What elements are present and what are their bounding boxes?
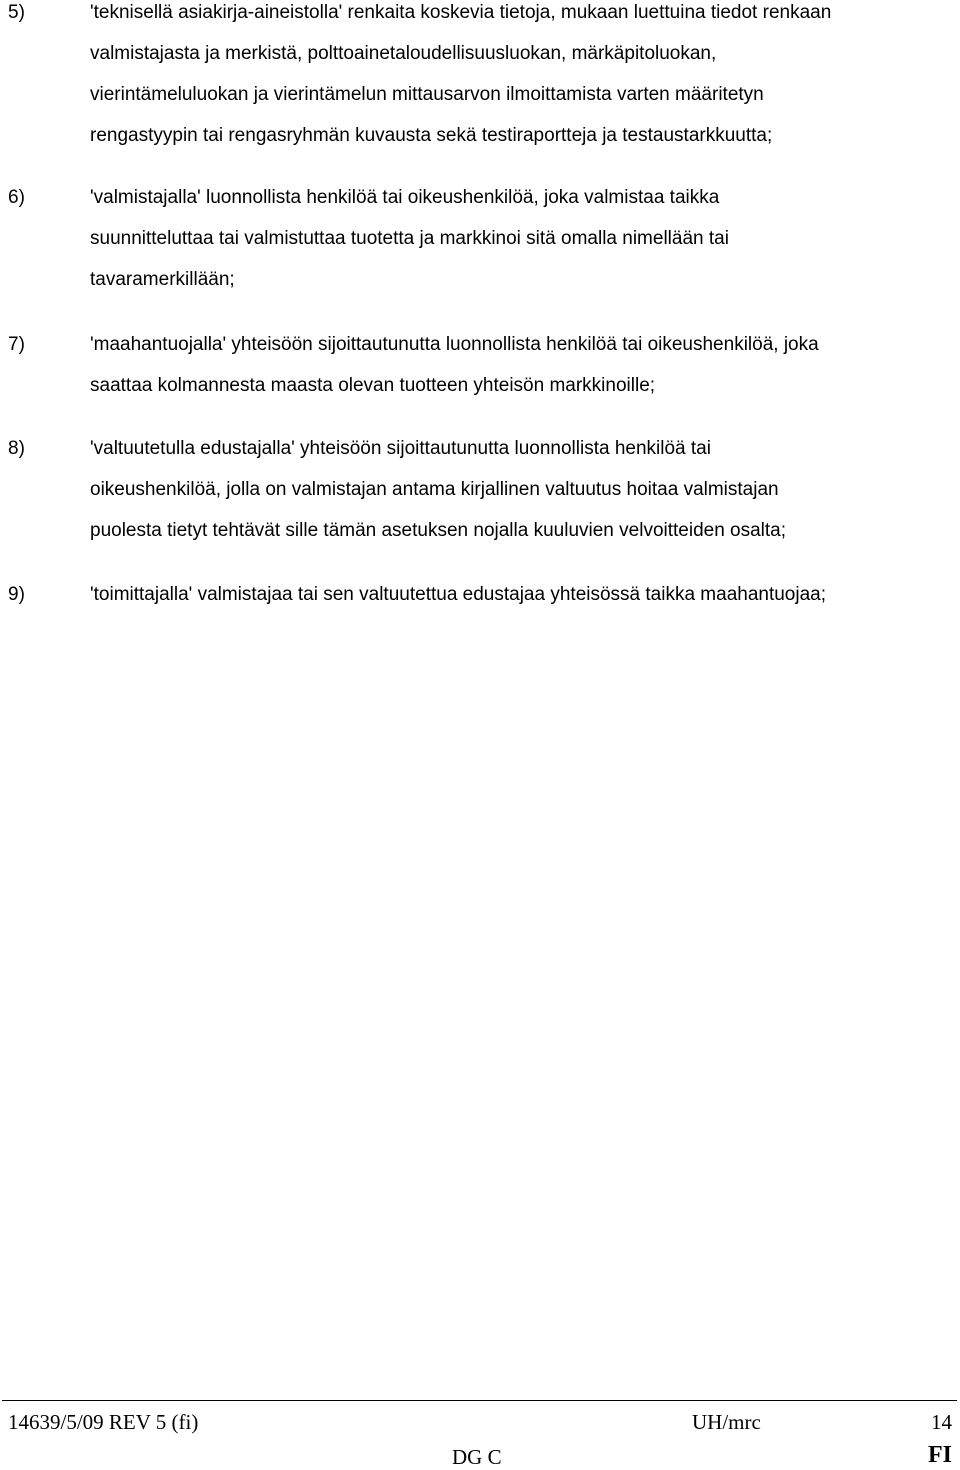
text-line: suunnitteluttaa tai valmistuttaa tuotetta ja markkinoi sitä omalla nimellään tai — [90, 228, 729, 249]
text-line: valmistajasta ja merkistä, polttoainetaloudellisuusluokan, märkäpitoluokan, — [90, 43, 717, 64]
text-line: puolesta tietyt tehtävät sille tämän asetuksen nojalla kuuluvien velvoitteiden osalta; — [90, 520, 787, 541]
text-line: tavaramerkillään; — [90, 269, 235, 290]
text-line: saattaa kolmannesta maasta olevan tuotteen yhteisön markkinoille; — [90, 375, 656, 396]
definition-number: 7) — [8, 334, 25, 355]
text-line: vierintämeluluokan ja vierintämelun mittausarvon ilmoittamista varten määritetyn — [90, 84, 764, 105]
definition-text — [90, 177, 950, 300]
definition-text — [90, 428, 950, 551]
definition-number: 5) — [8, 2, 25, 23]
footer-initials: UH/mrc — [692, 1410, 761, 1434]
text-line: 'valmistajalla' luonnollista henkilöä tai oikeushenkilöä, joka valmistaa taikka — [90, 187, 720, 208]
definition-number: 9) — [8, 584, 25, 605]
footer-rule — [2, 1400, 957, 1401]
footer-doc-reference: 14639/5/09 REV 5 (fi) — [8, 1410, 199, 1434]
definition-number: 6) — [8, 187, 25, 208]
definition-number: 8) — [8, 438, 25, 459]
definition-text — [90, 324, 950, 406]
text-line: rengastyypin tai rengasryhmän kuvausta sekä testiraportteja ja testaustarkkuutta; — [90, 125, 773, 146]
definition-text — [90, 0, 950, 156]
text-line: oikeushenkilöä, jolla on valmistajan antama kirjallinen valtuutus hoitaa valmistajan — [90, 479, 779, 500]
text-line: 'valtuutetulla edustajalla' yhteisöön sijoittautunutta luonnollista henkilöä tai — [90, 438, 711, 459]
text-line: 'toimittajalla' valmistajaa tai sen valtuutettua edustajaa yhteisössä taikka maahantuojaa; — [90, 584, 827, 605]
text-line: 'maahantuojalla' yhteisöön sijoittautunutta luonnollista henkilöä tai oikeushenkilöä, joka — [90, 334, 819, 355]
definition-text — [90, 574, 950, 615]
footer-language-code: FI — [928, 1442, 952, 1468]
footer-directorate: DG C — [452, 1445, 502, 1469]
footer-page-number: 14 — [931, 1410, 952, 1434]
text-line: 'teknisellä asiakirja-aineistolla' renkaita koskevia tietoja, mukaan luettuina tiedot renkaan — [90, 2, 832, 23]
